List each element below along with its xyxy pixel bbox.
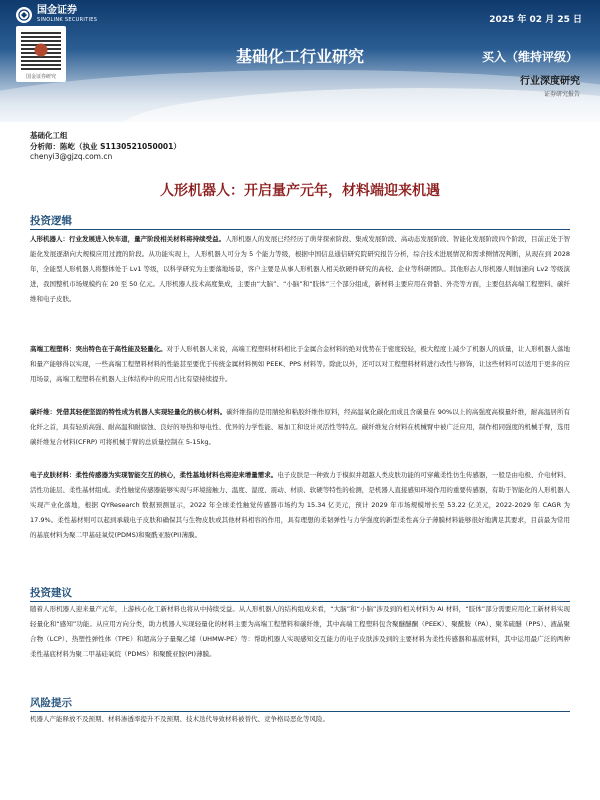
paragraph-electronic-skin <box>30 468 570 543</box>
paragraph-engineering-plastics <box>30 342 570 387</box>
industry-title: 基础化工行业研究 <box>235 47 364 66</box>
analyst-email[interactable]: chenyi3@gjzq.com.cn <box>30 152 113 161</box>
paragraph-advice <box>30 602 570 662</box>
paragraph-lead: 碳纤维：凭借其轻便坚固的特性成为机器人实现轻量化的核心材料。 <box>30 408 227 416</box>
paragraph-carbon-fiber <box>30 405 570 450</box>
paragraph-body: 电子皮肤是一种致力于模拟并超越人类皮肤功能的可穿戴柔性仿生传感器，一般是由电极、介电材料、活性功能层、柔性基材组成。柔性触觉传感器能够实现与环境接触力、温度、湿度、震动、材质、软硬等特性的检测，是机器人直接感知环境作用的重要传感器，有助于智能化的人形机器人实现产业化落地，根据 QYResearch 数据预测显示，2022 年全球柔性触觉传感器市场约为 15.34 亿美元，预计 2029 年市场规模增长至 53.22 亿美元，2022-2029 年 CAGR 为 17.9%。柔性基材则可以起到承载电子皮肤和确保其与生物皮肤或其他材料相容的作用，具有理想的柔韧弹性与力学强度的新型柔性高分子薄膜材料能够很好地满足其要求，目前最为常用的基底材料为聚二甲基硅氧烷(PDMS)和聚酰亚胺(PI)薄膜。 <box>30 471 571 539</box>
research-group: 基础化工组 <box>30 131 68 140</box>
paragraph-body: 机器人产能释放不及预期、材料渗透率提升不及预期、技术迭代导致材料被替代、竞争格局恶化等风险。 <box>30 715 329 723</box>
logo-name-cn: 国金证券 <box>37 5 77 16</box>
report-date: 2025 年 02 月 25 日 <box>489 15 582 25</box>
section-investment-advice: 投资建议 <box>30 585 570 602</box>
report-type: 行业深度研究 <box>520 76 580 87</box>
sinolink-logo-icon <box>16 7 32 23</box>
analyst-info: 分析师：陈屹（执业 S1130521050001） <box>30 142 181 151</box>
report-subtitle: 证券研究报告 <box>543 91 580 98</box>
paragraph-body: 对于人形机器人来说，高端工程塑料材料相比于金属合金材料的绝对优势在于密度较轻，极大程度上减少了机器人的质量，让人形机器人落地和量产能够得以实现，一些高端工程塑料材料的性能甚至要优于传统金属材料例如 PEEK、PPS 材料等。除此以外，还可以对工程塑料材料进行改性与修饰，让这些材料可以适用于更多的应用场景，高端工程塑料在机器人主体结构中的应用占比有望持续提升。 <box>30 345 571 383</box>
paragraph-body: 人形机器人的发展已经经历了萌芽探索阶段、集成发展阶段、高动态发展阶段、智能化发展阶段四个阶段，目前正处于智能化发展逐渐向大规模应用过渡的阶段。从功能实现上，人形机器人可分为 5 个能力等级，根据中国信息通信研究院研究报告分析，综合技术进展情况和需求侧情况判断，从现在到 2028 年，全能型人形机器人将整体处于 Lv1 等级，以科学研究为主要落地场景，客户主要是从事人形机器人相关软硬件研究的高校、企业等科研团队。其他形态人形机器人则加速向 Lv2 等级演进，我国整机市场规模约在 20 至 50 亿元。人形机器人技术高度集成，主要由“大脑”、“小脑”和“肢体”三个部分组成，新材料主要应用在骨骼、外壳等方面，主要包括高端工程塑料、碳纤维和电子皮肤。 <box>30 235 571 303</box>
section-investment-logic: 投资逻辑 <box>30 213 570 230</box>
paragraph-lead: 人形机器人：行业发展进入快车道，量产阶段相关材料将持续受益。 <box>30 235 226 243</box>
paragraph-body: 随着人形机器人迎来量产元年，上游核心化工新材料也将从中持续受益。从人形机器人的结构组成来看，“大脑”和“小脑”涉及到的相关材料为 AI 材料，“肢体”部分需要应用化工新材料实现轻量化和“感知”功能。从应用方向分类，助力机器人实现轻量化的材料主要为高端工程塑料和碳纤维，其中高端工程塑料包含聚醚醚酮（PEEK）、聚酰胺（PA）、聚苯硫醚（PPS）、液晶聚合物（LCP）、热塑性弹性体（TPE）和超高分子量聚乙烯（UHMW-PE）等：帮助机器人实现感知交互能力的电子皮肤涉及到的主要材料为柔性传感器和基底材料，其中运用最广泛的两种柔性基底材料为聚二甲基硅氧烷（PDMS）和聚酰亚胺(PI)薄膜。 <box>30 605 570 658</box>
logo-name-en: SINOLINK SECURITIES <box>37 17 98 23</box>
section-risk: 风险提示 <box>30 695 570 712</box>
report-title: 人形机器人：开启量产元年，材料端迎来机遇 <box>160 183 440 199</box>
paragraph-lead: 高端工程塑料：突出特色在于高性能及轻量化。 <box>30 345 167 353</box>
paragraph-body: 碳纤维指的是用腈纶和粘胶纤维作原料，经高温氧化碳化而成且含碳量在 90%以上的高强度高模量纤维，耐高温居所有化纤之首，具有轻质高强、耐高温和耐腐蚀、良好的导热和导电性、优异的力学性能、易加工和设计灵活性等特点。碳纤维复合材料在机械臂中被广泛应用，制作相同强度的机械手臂，选用碳纤维复合材料(CFRP) 可将机械手臂的总质量控制在 5-15kg。 <box>30 408 571 446</box>
paragraph-humanoid <box>30 232 570 307</box>
paragraph-risk <box>30 712 570 727</box>
paragraph-lead: 电子皮肤材料：柔性传感器为实现智能交互的核心，柔性基地材料也将迎来增量需求。 <box>30 471 278 479</box>
company-logo <box>16 6 97 23</box>
rating-badge: 买入（维持评级） <box>481 50 578 64</box>
header-banner <box>0 0 600 122</box>
qr-caption: 国金证券研究 <box>25 74 56 80</box>
